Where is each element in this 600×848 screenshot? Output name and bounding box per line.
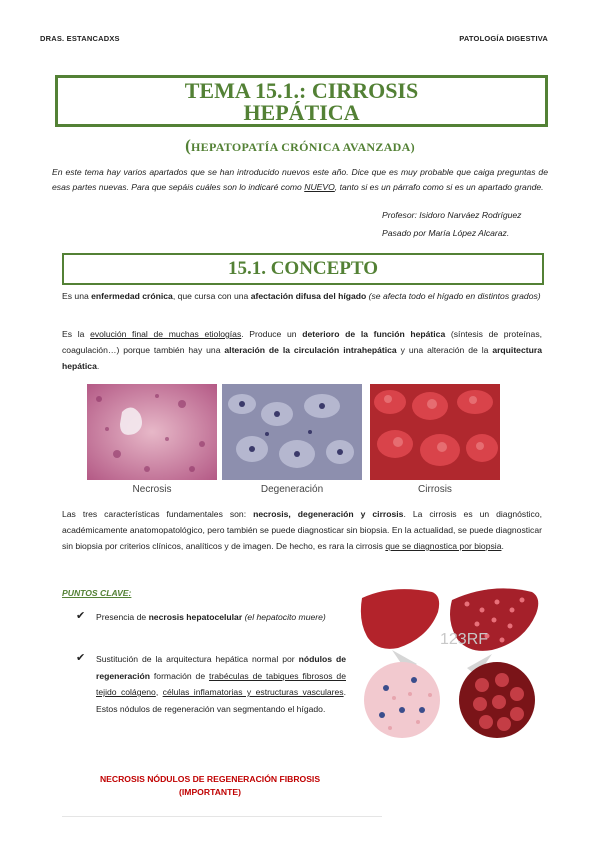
header-right: PATOLOGÍA DIGESTIVA [459,34,548,43]
p3-c: . La cirrosis es un diagnóstico, académicamente anatomopatológico, pero también se puede diagnosticar sin biopsia. En la actualidad, se puede diagnosticar sin biopsia por criterios clínicos, analíticos y de imagen. De hecho, es rara la cirrosis [62,509,542,551]
title-box [55,75,548,127]
caption-necrosis: Necrosis [132,484,172,495]
watermark-text: 123RF [440,631,489,648]
p3-e: . [501,541,504,551]
p2-h: arquitectura hepática [62,345,542,371]
p3-b: necrosis, degeneración y cirrosis [253,509,404,519]
paragraph-definition [62,288,542,304]
p2-f: alteración de la circulación intrahepática [224,345,397,355]
footer-divider [62,816,382,817]
p3-d: que se diagnostica por biopsia [385,541,502,551]
subtitle [0,136,600,156]
p2-e: (síntesis de proteínas, coagulación…) porque también hay una [62,329,543,355]
p2-a: Es la [62,329,91,339]
title-line-2: HEPÁTICA [243,100,360,125]
b2-f: células inflamatorias y estructuras vasculares [162,687,344,697]
b2-d: trabéculas de tabiques fibrosos de tejido colágeno [96,670,346,697]
p2-d: deterioro de la función hepática [302,329,446,339]
section-box [62,253,544,285]
b2-c: formación de [153,670,210,681]
header-left: DRAS. ESTANCADXS [40,34,120,43]
b2-a: Sustitución de la arquitectura hepática normal por [96,654,299,664]
bullet-necrosis [96,609,346,626]
intro-nuevo: NUEVO [304,182,335,192]
p2-i: . [96,361,100,371]
caption-cirrosis: Cirrosis [418,484,452,495]
paragraph-characteristics [62,506,542,554]
paragraph-evolution [62,326,542,374]
p1-b: enfermedad crónica [91,291,173,301]
b1-a: Presencia de [96,612,149,622]
intro-text-2: , tanto si es un párrafo como si es un apartado grande. [334,182,544,192]
b1-c: (el hepatocito muere) [242,612,326,622]
p2-g: y una alteración de la [396,345,493,355]
title-line-1: TEMA 15.1.: CIRROSIS [184,78,419,103]
b2-b: nódulos de regeneración [96,654,346,681]
subtitle-paren: ( [185,136,192,155]
check-icon: ✔ [76,652,86,664]
cirrosis-image [370,384,500,480]
b2-e: , [155,687,163,697]
pasado-line: Pasado por María López Alcaraz. [382,228,510,238]
p1-d: afectación difusa del hígado [250,291,367,301]
caption-degeneracion: Degeneración [260,484,324,495]
check-icon: ✔ [76,610,86,622]
subtitle-text: HEPATOPATÍA CRÓNICA AVANZADA) [191,140,415,154]
p1-e: (se afecta todo el hígado en distintos grados) [366,291,541,301]
necrosis-image [87,384,217,480]
bullet-regeneracion [96,651,346,717]
profesor-line: Profesor: Isidoro Narváez Rodríguez [382,210,522,220]
p1-a: Es una [62,291,92,301]
puntos-clave-heading: PUNTOS CLAVE: [62,588,132,598]
section-title: 15.1. CONCEPTO [227,258,379,279]
b2-g: . Estos nódulos de regeneración van segmentando el hígado. [96,687,346,714]
p1-c: , que cursa con una [172,291,251,301]
liver-illustration [352,580,548,742]
p2-c: . Produce un [241,329,303,339]
conclusion-line-2: (IMPORTANTE) [179,787,241,797]
degeneracion-image [222,384,362,480]
b1-b: necrosis hepatocelular [148,612,243,622]
intro-text-1: En este tema hay varios apartados que se han introducido nuevos este año. Dice que es muy probable que caiga preguntas de esas partes nuevas. Para que sepáis cuáles son lo indicaré como [52,167,548,192]
intro-paragraph [52,165,548,195]
conclusion-line-1: NECROSIS NÓDULOS DE REGENERACIÓN FIBROSIS [99,774,321,784]
p2-b: evolución final de muchas etiologías [90,329,242,339]
p3-a: Las tres características fundamentales son: [62,509,254,519]
